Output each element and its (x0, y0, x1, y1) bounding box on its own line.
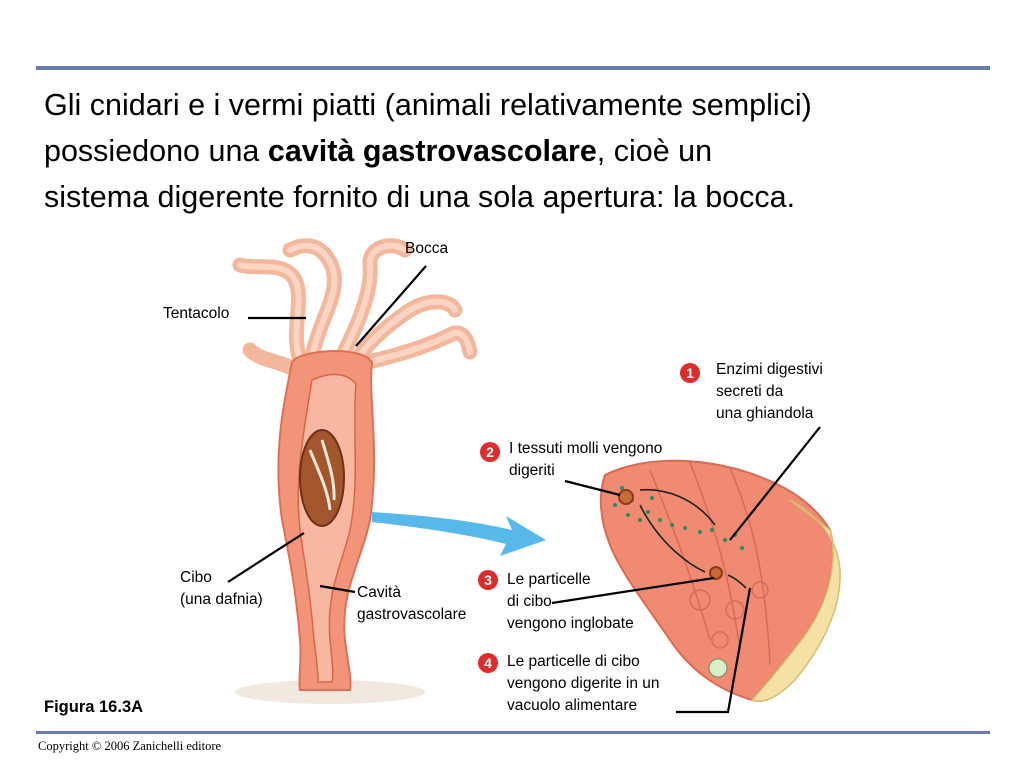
step-1-line-3: una ghiandola (716, 405, 814, 422)
label-cavita (357, 582, 466, 626)
title-line-3: sistema digerente fornito di una sola apertura: la bocca. (44, 180, 796, 214)
copyright-notice: Copyright © 2006 Zanichelli editore (38, 739, 222, 753)
title-line-1: Gli cnidari e i vermi piatti (animali relativamente semplici) (44, 88, 812, 122)
step-1-line-2: secreti da (716, 383, 784, 400)
title-bold-term: cavità gastrovascolare (267, 134, 597, 168)
label-cibo (180, 567, 263, 611)
title-line-2-before: possiedono una (44, 134, 268, 168)
label-tentacolo: Tentacolo (163, 305, 230, 322)
bottom-rule (36, 731, 990, 734)
step-3-badge: 3 (478, 570, 498, 590)
step-1-text (716, 359, 823, 425)
step-4-text (507, 651, 660, 717)
label-cavita-line-2: gastrovascolare (357, 606, 467, 623)
step-4-line-3: vacuolo alimentare (507, 697, 638, 714)
step-4-line-2: vengono digerite in un (507, 675, 660, 692)
step-3-text (507, 569, 634, 635)
label-bocca: Bocca (405, 240, 449, 257)
step-4-badge: 4 (478, 653, 498, 673)
step-2-line-1: I tessuti molli vengono (509, 440, 663, 457)
label-cibo-line-2: (una dafnia) (180, 591, 263, 608)
label-cavita-line-1: Cavità (357, 584, 401, 601)
title-line-2-after: , cioè un (596, 134, 713, 168)
step-3-line-3: vengono inglobate (507, 615, 634, 632)
step-3-line-2: di cibo (507, 593, 552, 610)
label-cibo-line-1: Cibo (180, 569, 212, 586)
step-1-badge: 1 (680, 363, 700, 383)
step-2-text (509, 438, 662, 482)
step-4-line-1: Le particelle di cibo (507, 653, 640, 670)
figure-label: Figura 16.3A (44, 698, 144, 716)
step-3-line-1: Le particelle (507, 571, 591, 588)
step-2-line-2: digeriti (509, 462, 555, 479)
zoom-arrow (372, 512, 546, 556)
step-2-badge: 2 (480, 442, 500, 462)
tentacles (240, 246, 470, 368)
step-1-line-1: Enzimi digestivi (716, 361, 823, 378)
